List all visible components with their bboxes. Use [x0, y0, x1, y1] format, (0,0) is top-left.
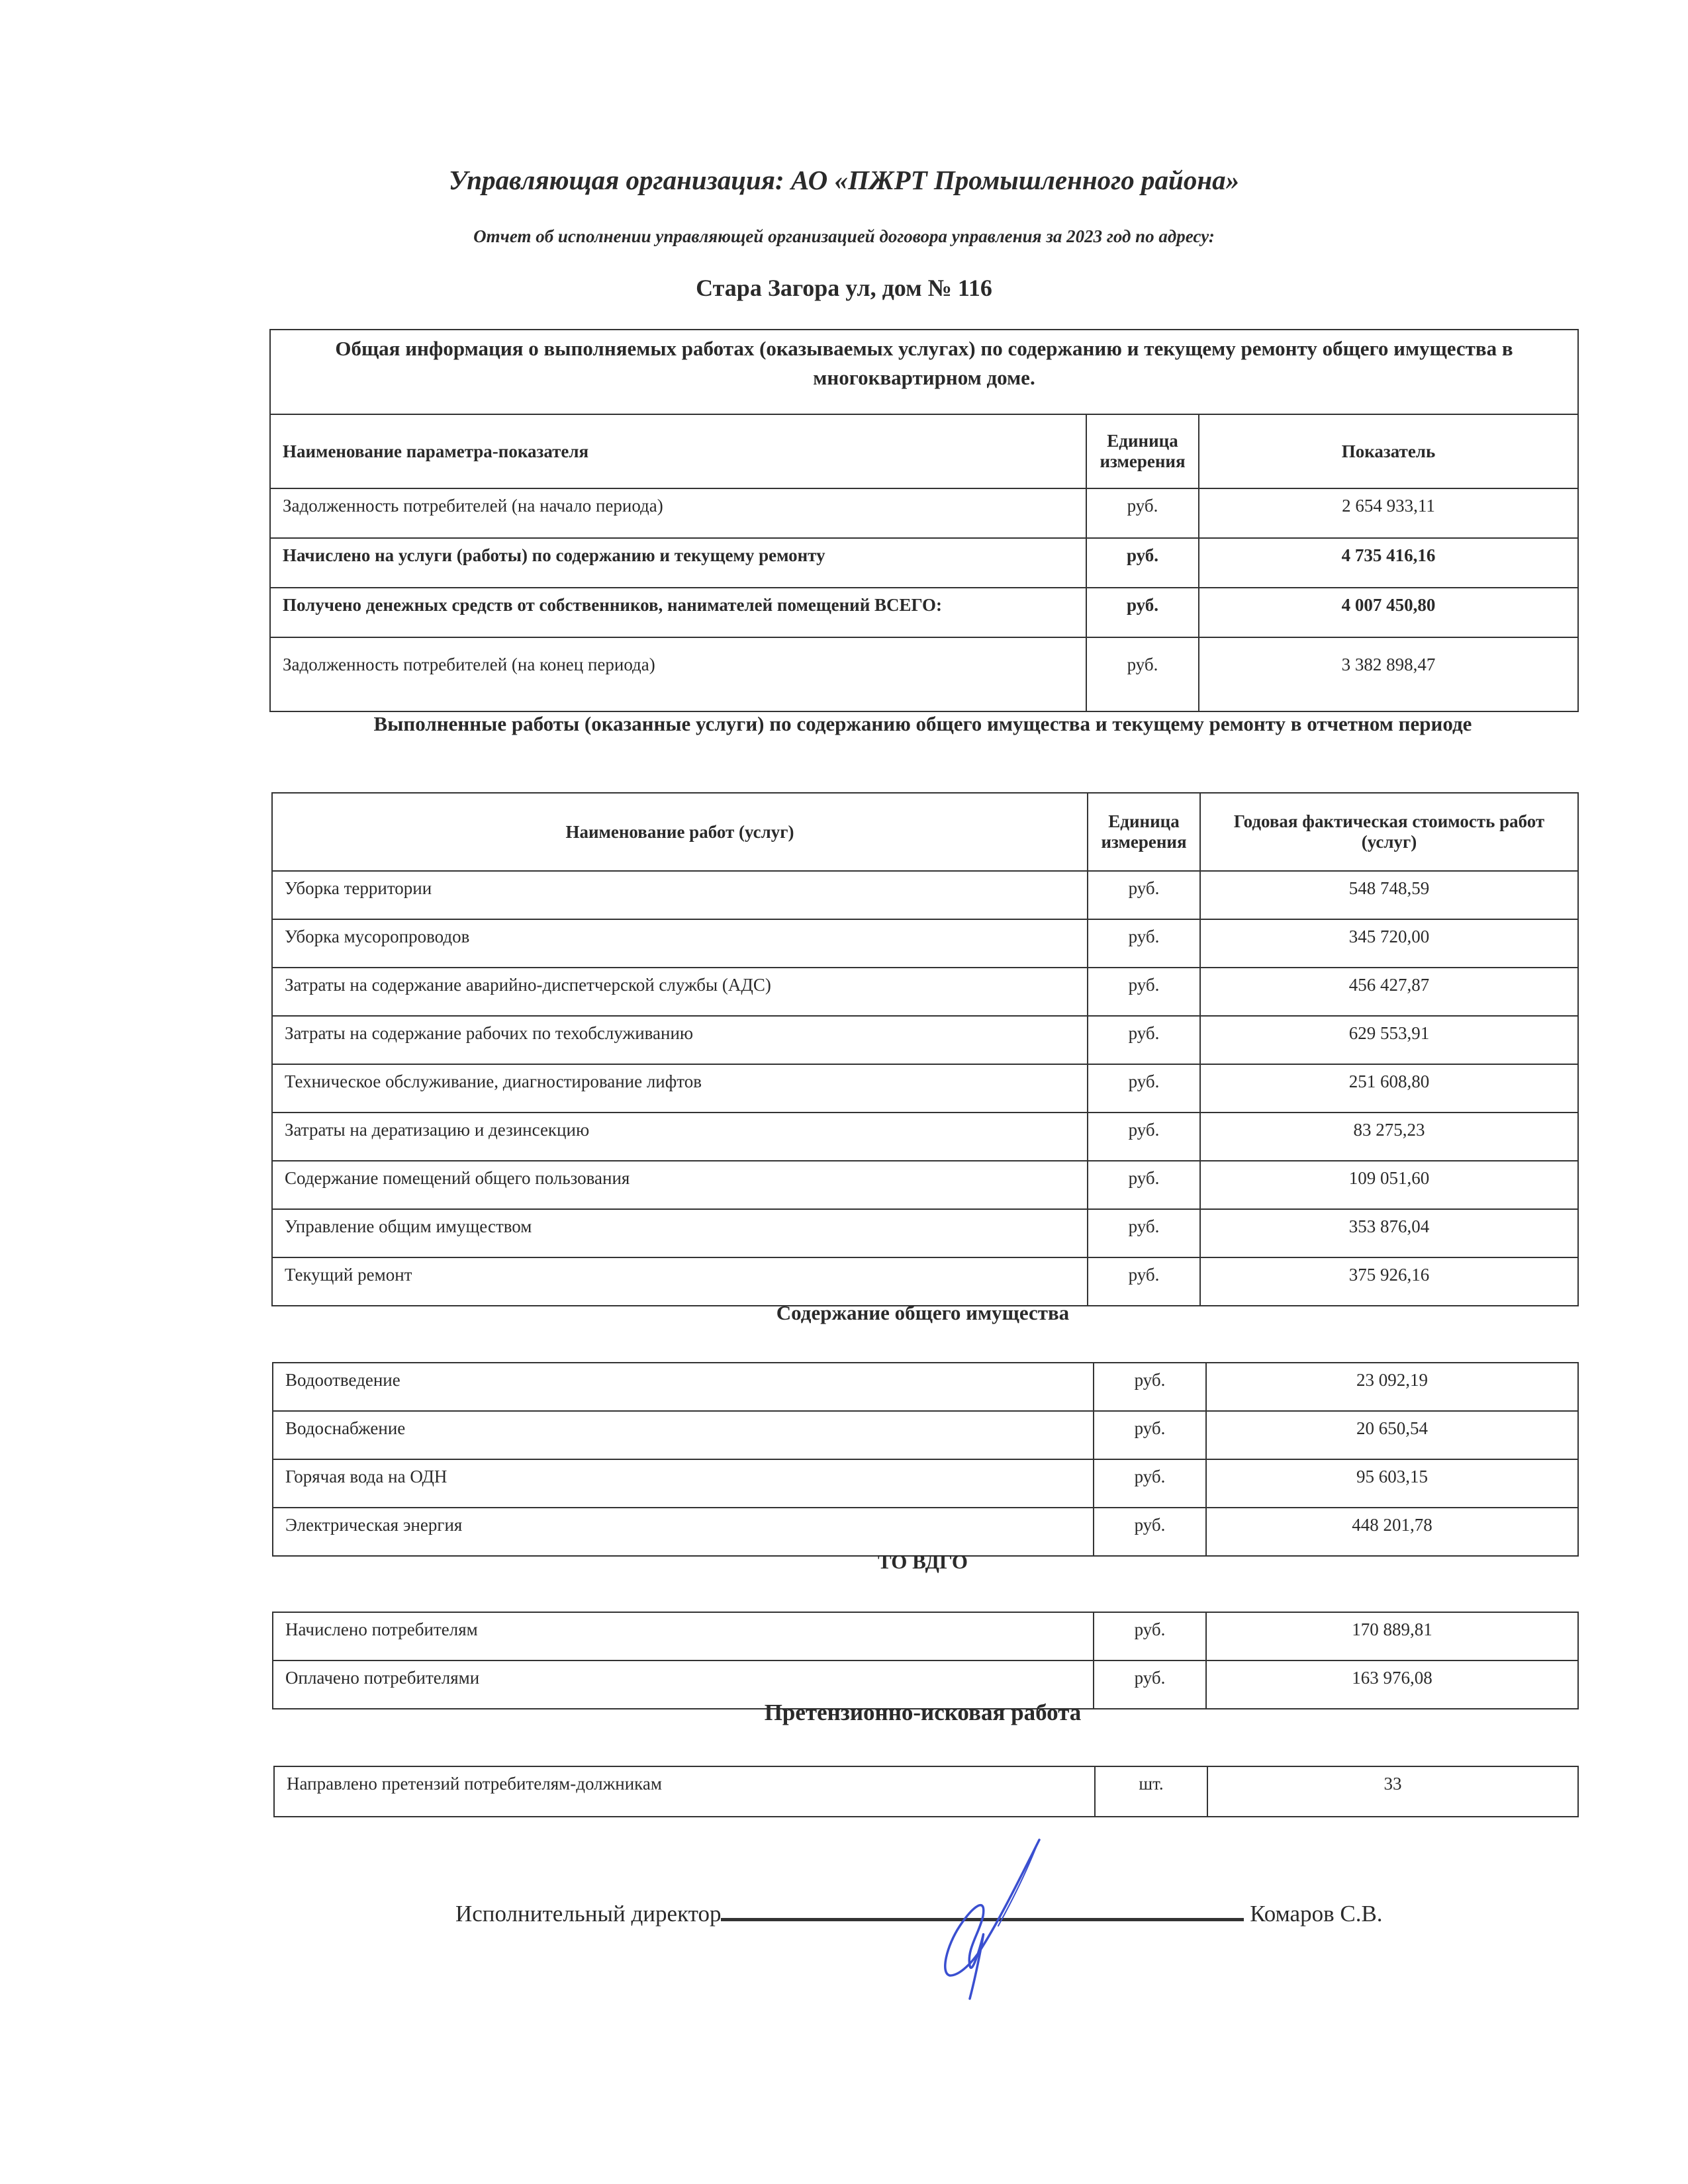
row-unit: руб.	[1088, 919, 1200, 968]
row-name: Затраты на содержание аварийно-диспетчерской службы (АДС)	[272, 968, 1088, 1016]
row-value: 4 007 450,80	[1199, 588, 1578, 637]
general-info-table	[269, 329, 1579, 712]
row-value: 448 201,78	[1206, 1508, 1578, 1556]
row-unit: руб.	[1094, 1411, 1206, 1459]
works-table	[271, 792, 1579, 1306]
row-unit: руб.	[1088, 1113, 1200, 1161]
general-info-title: Общая информация о выполняемых работах (оказываемых услугах) по содержанию и текущему ремонту общего имущества в многоквартирном доме.	[270, 330, 1578, 414]
row-unit: руб.	[1086, 538, 1199, 588]
row-value: 109 051,60	[1200, 1161, 1578, 1209]
claims-title: Претензионно-исковая работа	[764, 1700, 1082, 1725]
common-property-title: Содержание общего имущества	[776, 1301, 1070, 1324]
column-header-name: Наименование параметра-показателя	[270, 414, 1086, 488]
row-unit: руб.	[1088, 1209, 1200, 1257]
row-name: Техническое обслуживание, диагностирование лифтов	[272, 1064, 1088, 1113]
table-row	[272, 919, 1578, 968]
row-value: 251 608,80	[1200, 1064, 1578, 1113]
table-row	[273, 1363, 1578, 1411]
common-property-table	[272, 1362, 1579, 1557]
row-value: 170 889,81	[1206, 1612, 1578, 1661]
row-name: Уборка территории	[272, 871, 1088, 919]
column-header-value: Показатель	[1199, 414, 1578, 488]
table-row	[272, 871, 1578, 919]
row-value: 163 976,08	[1206, 1661, 1578, 1709]
table-row	[273, 1459, 1578, 1508]
table-row	[270, 538, 1578, 588]
row-value: 353 876,04	[1200, 1209, 1578, 1257]
row-value: 83 275,23	[1200, 1113, 1578, 1161]
row-unit: руб.	[1094, 1459, 1206, 1508]
row-name: Управление общим имуществом	[272, 1209, 1088, 1257]
row-unit: руб.	[1086, 488, 1199, 538]
table-row	[272, 1209, 1578, 1257]
row-unit: руб.	[1088, 1064, 1200, 1113]
row-unit: руб.	[1088, 1016, 1200, 1064]
table-row	[272, 1113, 1578, 1161]
row-value: 548 748,59	[1200, 871, 1578, 919]
row-value: 20 650,54	[1206, 1411, 1578, 1459]
row-name: Задолженность потребителей (на начало периода)	[270, 488, 1086, 538]
row-name: Содержание помещений общего пользования	[272, 1161, 1088, 1209]
row-value: 23 092,19	[1206, 1363, 1578, 1411]
table-row	[272, 1064, 1578, 1113]
row-value: 95 603,15	[1206, 1459, 1578, 1508]
row-unit: руб.	[1088, 1161, 1200, 1209]
row-name: Горячая вода на ОДН	[273, 1459, 1094, 1508]
handwritten-signature-icon	[920, 1833, 1066, 2005]
row-name: Оплачено потребителями	[273, 1661, 1094, 1709]
works-section-title: Выполненные работы (оказанные услуги) по содержанию общего имущества и текущему ремонту в отчетном периоде	[373, 712, 1472, 735]
table-row	[273, 1411, 1578, 1459]
table-row	[270, 637, 1578, 711]
row-value: 375 926,16	[1200, 1257, 1578, 1306]
row-name: Задолженность потребителей (на конец периода)	[270, 637, 1086, 711]
row-value: 33	[1207, 1766, 1578, 1817]
row-unit: руб.	[1094, 1508, 1206, 1556]
table-row	[270, 588, 1578, 637]
signature-block	[455, 1898, 1383, 1927]
row-unit: руб.	[1088, 968, 1200, 1016]
row-name: Затраты на дератизацию и дезинсекцию	[272, 1113, 1088, 1161]
row-value: 3 382 898,47	[1199, 637, 1578, 711]
row-name: Получено денежных средств от собственников, нанимателей помещений ВСЕГО:	[270, 588, 1086, 637]
row-name: Электрическая энергия	[273, 1508, 1094, 1556]
table-row	[272, 968, 1578, 1016]
table-row	[272, 1161, 1578, 1209]
row-value: 345 720,00	[1200, 919, 1578, 968]
row-value: 2 654 933,11	[1199, 488, 1578, 538]
vdgo-title: ТО ВДГО	[877, 1550, 968, 1573]
table-row	[273, 1612, 1578, 1661]
address: Стара Загора ул, дом № 116	[696, 275, 992, 301]
row-unit: руб.	[1094, 1363, 1206, 1411]
row-value: 629 553,91	[1200, 1016, 1578, 1064]
vdgo-table	[272, 1612, 1579, 1709]
row-name: Направлено претензий потребителям-должникам	[274, 1766, 1095, 1817]
column-header-value: Годовая фактическая стоимость работ (услуг)	[1200, 793, 1578, 871]
claims-table	[273, 1766, 1579, 1817]
row-value: 456 427,87	[1200, 968, 1578, 1016]
table-row	[270, 488, 1578, 538]
row-unit: руб.	[1088, 1257, 1200, 1306]
signer-name: Комаров С.В.	[1250, 1901, 1383, 1927]
row-value: 4 735 416,16	[1199, 538, 1578, 588]
row-unit: руб.	[1086, 637, 1199, 711]
row-name: Водоотведение	[273, 1363, 1094, 1411]
row-unit: руб.	[1094, 1612, 1206, 1661]
organization-title: Управляющая организация: АО «ПЖРТ Промышленного района»	[448, 165, 1240, 195]
row-unit: руб.	[1094, 1661, 1206, 1709]
row-name: Водоснабжение	[273, 1411, 1094, 1459]
table-row	[272, 1016, 1578, 1064]
row-name: Начислено потребителям	[273, 1612, 1094, 1661]
row-unit: руб.	[1088, 871, 1200, 919]
row-unit: руб.	[1086, 588, 1199, 637]
signer-position: Исполнительный директор	[455, 1901, 722, 1927]
row-name: Затраты на содержание рабочих по техобслуживанию	[272, 1016, 1088, 1064]
column-header-unit: Единица измерения	[1086, 414, 1199, 488]
row-unit: шт.	[1095, 1766, 1207, 1817]
report-subtitle: Отчет об исполнении управляющей организацией договора управления за 2023 год по адресу:	[473, 226, 1215, 246]
row-name: Начислено на услуги (работы) по содержанию и текущему ремонту	[270, 538, 1086, 588]
table-row	[274, 1766, 1578, 1817]
column-header-unit: Единица измерения	[1088, 793, 1200, 871]
row-name: Уборка мусоропроводов	[272, 919, 1088, 968]
column-header-name: Наименование работ (услуг)	[272, 793, 1088, 871]
row-name: Текущий ремонт	[272, 1257, 1088, 1306]
